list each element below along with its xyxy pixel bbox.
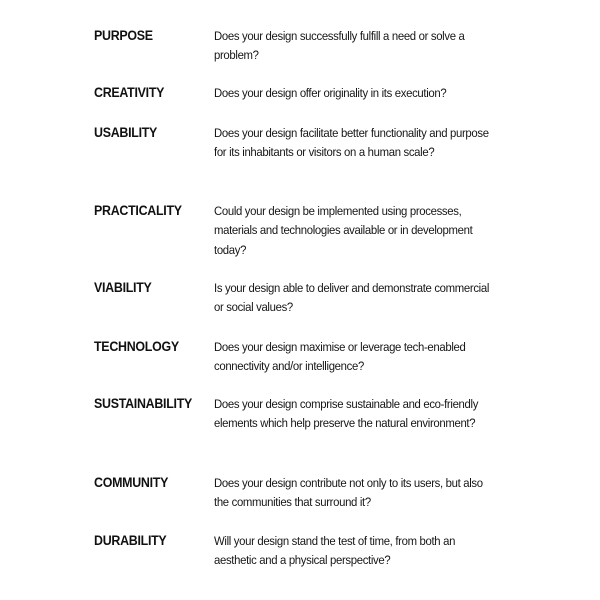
- criterion-description: Does your design contribute not only to its users, but also the communities that surround it?: [214, 476, 483, 510]
- criterion-description: Will your design stand the test of time, from both an aesthetic and a physical perspective?: [214, 534, 456, 568]
- criterion-description: Does your design offer originality in its execution?: [214, 86, 447, 100]
- criterion-term: VIABILITY: [94, 280, 152, 295]
- criterion-term: CREATIVITY: [94, 85, 165, 100]
- criterion-term: SUSTAINABILITY: [94, 396, 193, 411]
- criterion-term: USABILITY: [94, 125, 158, 140]
- criterion-description: Is your design able to deliver and demonstrate commercial or social values?: [214, 281, 490, 315]
- criterion-description: Does your design comprise sustainable and eco-friendly elements which help preserve the natural environment?: [214, 397, 479, 431]
- criterion-description: Could your design be implemented using processes, materials and technologies available or in development today?: [214, 204, 473, 257]
- criterion-description: Does your design maximise or leverage tech-enabled connectivity and/or intelligence?: [214, 340, 466, 374]
- criterion-term: COMMUNITY: [94, 475, 169, 490]
- criterion-term: TECHNOLOGY: [94, 339, 179, 354]
- criterion-description: Does your design facilitate better functionality and purpose for its inhabitants or visitors on a human scale?: [214, 126, 489, 160]
- criterion-term: PRACTICALITY: [94, 203, 182, 218]
- criterion-term: PURPOSE: [94, 28, 153, 43]
- criterion-term: DURABILITY: [94, 533, 167, 548]
- criterion-description: Does your design successfully fulfill a need or solve a problem?: [214, 29, 465, 63]
